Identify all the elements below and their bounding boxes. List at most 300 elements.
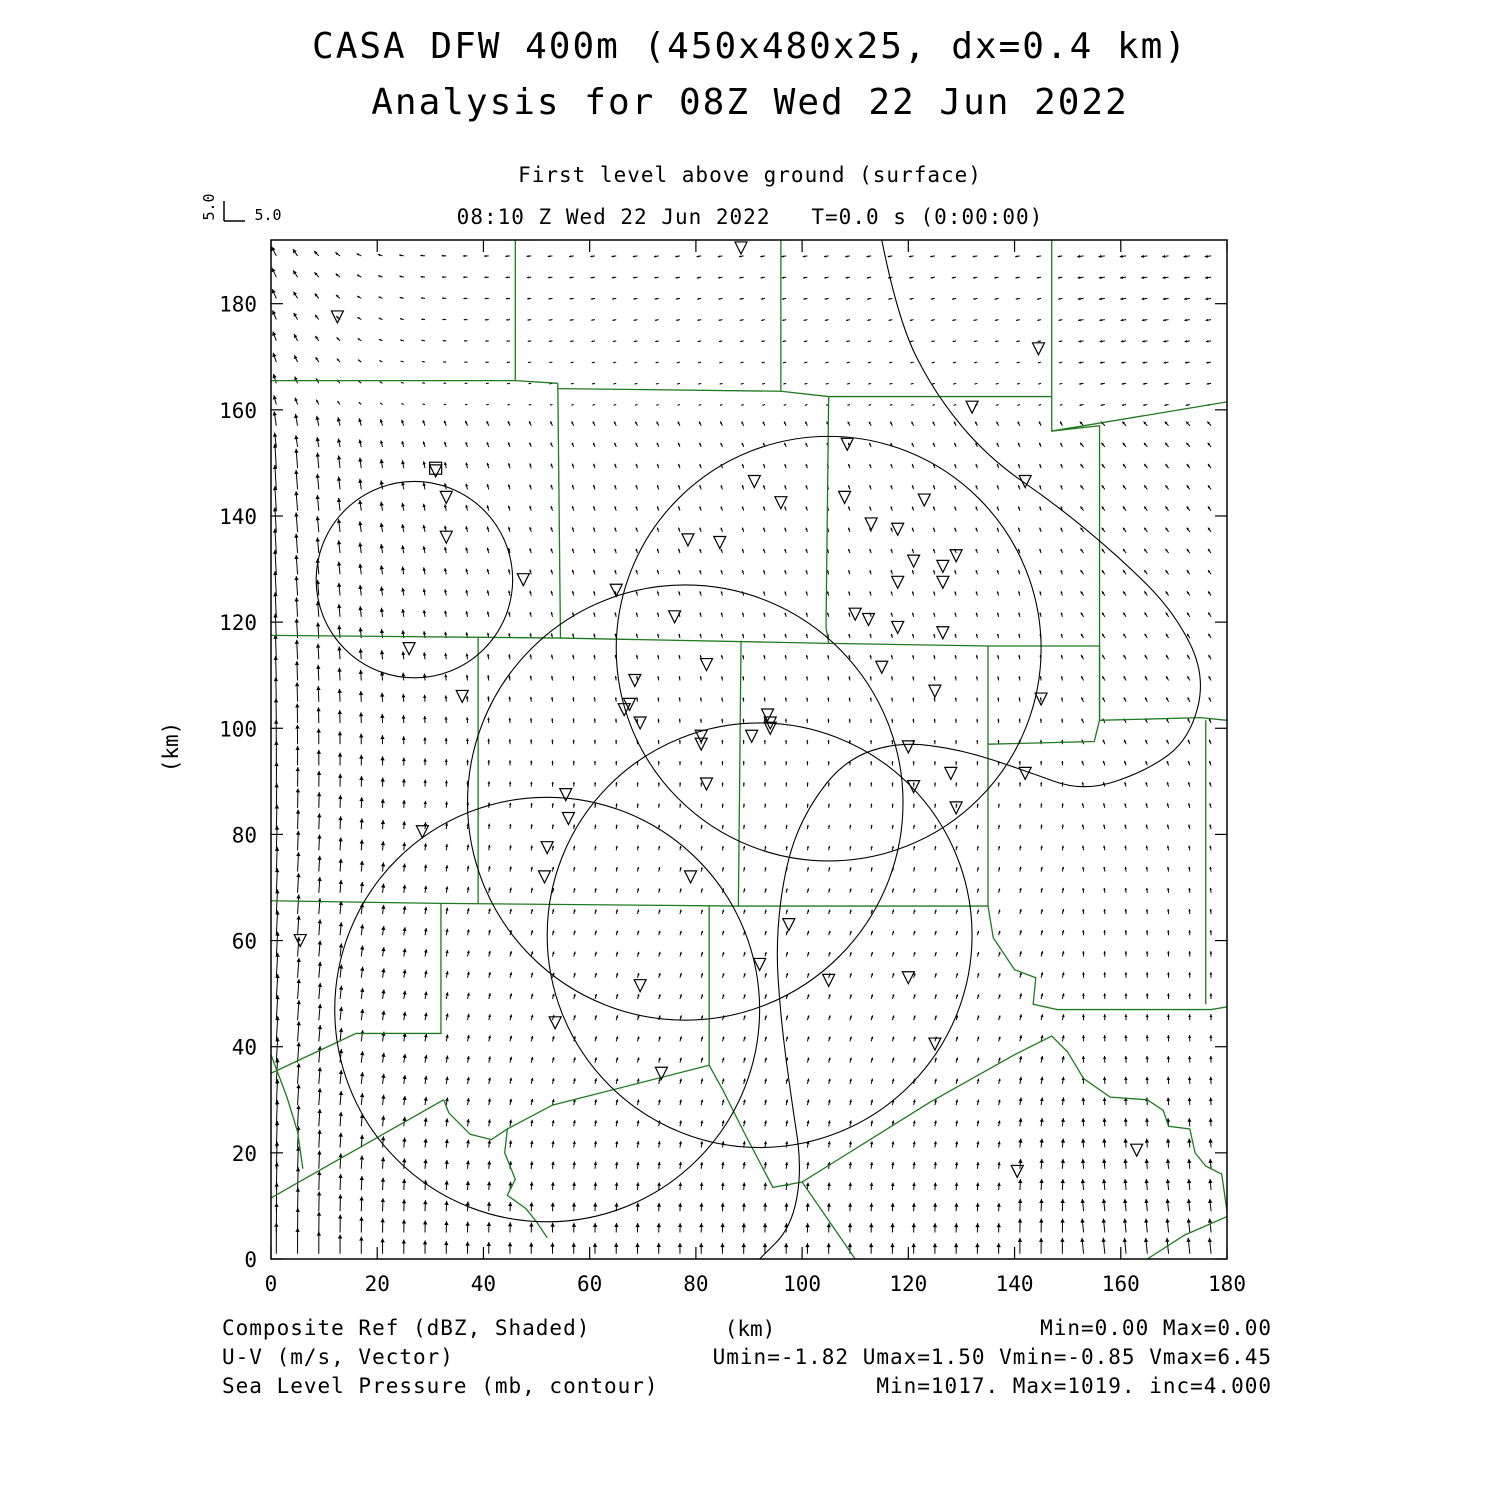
wind-vector-head bbox=[573, 761, 575, 763]
wind-vector-head bbox=[849, 804, 851, 806]
wind-vector-head bbox=[273, 395, 277, 399]
wind-vector-head bbox=[402, 1220, 406, 1224]
wind-vector-head bbox=[827, 1183, 831, 1187]
wind-vector-head bbox=[530, 697, 532, 699]
wind-vector-head bbox=[720, 1243, 724, 1247]
x-tick-label: 100 bbox=[783, 1272, 822, 1296]
wind-vector-head bbox=[805, 1243, 809, 1247]
wind-vector-head bbox=[997, 1203, 1001, 1207]
wind-vector-head bbox=[467, 1014, 470, 1017]
wind-vector-head bbox=[401, 524, 405, 528]
wind-vector-head bbox=[339, 1112, 343, 1116]
wind-vector-head bbox=[1125, 993, 1128, 996]
wind-vector-head bbox=[1040, 803, 1042, 805]
wind-vector-head bbox=[658, 761, 660, 763]
wind-vector-head bbox=[742, 1243, 746, 1247]
wind-vector-head bbox=[1018, 1199, 1022, 1203]
wind-vector-head bbox=[594, 718, 596, 720]
wind-vector-head bbox=[295, 725, 299, 729]
wind-vector-head bbox=[316, 437, 320, 441]
wind-vector-head bbox=[423, 1139, 427, 1143]
wind-vector-head bbox=[912, 719, 914, 721]
wind-vector-head bbox=[1210, 909, 1212, 911]
wind-vector-head bbox=[1187, 1118, 1191, 1122]
wind-vector-head bbox=[572, 718, 574, 720]
wind-vector-head bbox=[316, 665, 320, 669]
wind-vector-head bbox=[1125, 930, 1128, 932]
wind-vector-head bbox=[785, 740, 787, 742]
wind-vector-head bbox=[463, 276, 465, 278]
wind-vector-head bbox=[551, 718, 553, 720]
wind-vector-head bbox=[381, 1116, 385, 1120]
station-marker bbox=[783, 919, 795, 931]
wind-vector-head bbox=[484, 255, 486, 257]
wind-vector-head bbox=[424, 949, 428, 953]
valid-time-line: 08:10 Z Wed 22 Jun 2022 T=0.0 s (0:00:00) bbox=[456, 205, 1044, 229]
wind-vector-head bbox=[1187, 1159, 1191, 1163]
y-tick-label: 120 bbox=[219, 611, 257, 636]
wind-vector-head bbox=[573, 740, 575, 742]
wind-vector-head bbox=[488, 1056, 491, 1059]
wind-vector-head bbox=[934, 782, 936, 784]
wind-vector-head bbox=[402, 1138, 406, 1142]
station-marker bbox=[430, 465, 442, 477]
wind-vector-head bbox=[359, 691, 363, 695]
wind-vector-head bbox=[572, 1182, 576, 1186]
wind-vector-head bbox=[1081, 1199, 1085, 1203]
county-line bbox=[738, 641, 741, 906]
wind-vector-head bbox=[443, 340, 445, 342]
wind-vector-head bbox=[318, 941, 322, 945]
y-tick-label: 40 bbox=[231, 1035, 257, 1060]
wind-vector-head bbox=[1082, 951, 1085, 953]
wind-vector-head bbox=[508, 1202, 512, 1206]
wind-vector-head bbox=[593, 1203, 597, 1207]
wind-vector-head bbox=[998, 740, 1000, 742]
wind-vector-head bbox=[444, 695, 447, 698]
wind-vector-head bbox=[1187, 1199, 1191, 1203]
wind-vector-head bbox=[637, 803, 639, 805]
wind-vector-head bbox=[679, 761, 681, 763]
wind-vector-head bbox=[551, 739, 553, 741]
wind-vector-head bbox=[424, 801, 427, 804]
wind-vector-head bbox=[318, 1088, 322, 1092]
wind-vector-head bbox=[1123, 1238, 1127, 1242]
wind-vector-head bbox=[1103, 951, 1106, 953]
wind-vector-head bbox=[487, 739, 490, 741]
wind-vector-head bbox=[763, 1243, 767, 1247]
wind-vector-head bbox=[1123, 1139, 1127, 1143]
wind-vector-head bbox=[1210, 993, 1213, 996]
wind-vector-head bbox=[444, 674, 447, 677]
wind-vector-head bbox=[506, 298, 508, 300]
wind-vector-head bbox=[295, 682, 299, 686]
wind-vector-head bbox=[360, 840, 364, 844]
wind-vector-head bbox=[1144, 1179, 1148, 1183]
wind-vector-head bbox=[360, 1135, 364, 1139]
wind-vector-head bbox=[869, 1223, 873, 1227]
wind-vector-head bbox=[615, 1162, 618, 1165]
wind-vector-head bbox=[316, 516, 320, 520]
wind-vector-head bbox=[423, 674, 426, 677]
wind-vector-head bbox=[442, 297, 444, 299]
wind-vector-head bbox=[444, 1180, 448, 1184]
wind-vector-head bbox=[1123, 1179, 1127, 1183]
wind-vector-head bbox=[1082, 930, 1085, 932]
wind-vector-head bbox=[296, 852, 300, 856]
wind-vector-head bbox=[1146, 1035, 1149, 1038]
wind-vector-head bbox=[317, 813, 321, 817]
wind-vector-head bbox=[381, 1136, 385, 1140]
wind-vector-head bbox=[294, 534, 298, 538]
wind-vector-head bbox=[1039, 1179, 1043, 1183]
wind-vector-head bbox=[572, 1162, 576, 1165]
wind-vector-head bbox=[424, 1034, 428, 1038]
wind-vector-head bbox=[1102, 1118, 1106, 1122]
wind-vector-head bbox=[998, 782, 1000, 784]
station-marker bbox=[634, 980, 646, 992]
x-tick-label: 80 bbox=[683, 1272, 709, 1296]
wind-vector-head bbox=[552, 803, 554, 805]
wind-vector-head bbox=[296, 1042, 300, 1046]
wind-vector-head bbox=[485, 319, 487, 321]
wind-vector-head bbox=[1145, 1159, 1149, 1163]
wind-vector-head bbox=[722, 804, 724, 806]
wind-vector-head bbox=[1144, 1199, 1148, 1203]
wind-vector-head bbox=[445, 1160, 449, 1164]
wind-vector-head bbox=[806, 1203, 810, 1207]
wind-vector-head bbox=[658, 782, 660, 784]
wind-vector-head bbox=[1124, 1118, 1128, 1122]
wind-vector-head bbox=[337, 455, 341, 459]
wind-vector-head bbox=[1209, 1014, 1212, 1017]
wind-vector-head bbox=[1166, 1159, 1170, 1163]
wind-vector-head bbox=[784, 1243, 788, 1247]
wind-vector-head bbox=[380, 1238, 384, 1242]
y-tick-label: 0 bbox=[244, 1248, 257, 1272]
wind-vector-head bbox=[530, 718, 532, 720]
wind-vector-head bbox=[1208, 1179, 1212, 1183]
wind-vector-head bbox=[955, 719, 957, 721]
wind-vector-head bbox=[1187, 1219, 1191, 1223]
station-marker bbox=[918, 494, 930, 506]
county-line bbox=[988, 646, 1100, 744]
wind-vector-head bbox=[359, 797, 363, 801]
wind-vector-head bbox=[423, 1159, 427, 1163]
wind-vector-head bbox=[467, 950, 470, 953]
wind-vector-head bbox=[743, 761, 745, 763]
wind-vector-head bbox=[402, 1199, 406, 1203]
wind-vector-head bbox=[296, 1084, 300, 1088]
wind-vector-head bbox=[1102, 1159, 1106, 1163]
wind-vector-head bbox=[933, 1243, 937, 1247]
wind-vector-head bbox=[318, 1067, 322, 1071]
wind-vector-head bbox=[296, 873, 300, 877]
wind-vector-head bbox=[402, 779, 406, 783]
wind-vector-head bbox=[466, 1160, 470, 1164]
wind-vector-head bbox=[380, 459, 384, 463]
wind-vector-head bbox=[573, 782, 575, 784]
wind-vector-head bbox=[1124, 1077, 1128, 1080]
wind-vector-head bbox=[317, 792, 321, 796]
wind-vector-head bbox=[933, 1203, 937, 1207]
wind-vector-head bbox=[318, 1004, 322, 1008]
wind-vector-head bbox=[657, 1223, 661, 1227]
wind-vector-head bbox=[296, 831, 300, 835]
wind-vector-head bbox=[784, 1203, 788, 1207]
wind-vector-head bbox=[615, 719, 617, 721]
wind-vector-head bbox=[294, 449, 298, 453]
wind-vector-head bbox=[1082, 972, 1085, 975]
wind-vector-head bbox=[1061, 1139, 1065, 1143]
wind-vector-head bbox=[870, 782, 872, 784]
station-marker bbox=[929, 685, 941, 697]
wind-vector-head bbox=[506, 319, 508, 321]
wind-vector-head bbox=[360, 1176, 364, 1180]
wind-vector-head bbox=[785, 804, 787, 806]
wind-vector-head bbox=[402, 694, 406, 698]
x-tick-label: 140 bbox=[995, 1272, 1034, 1296]
wind-vector-head bbox=[848, 1183, 852, 1187]
station-marker bbox=[629, 675, 641, 687]
wind-vector-head bbox=[849, 782, 851, 784]
wind-vector-head bbox=[487, 1202, 491, 1206]
wind-vector-head bbox=[297, 1021, 301, 1025]
station-marker bbox=[902, 741, 914, 753]
county-line bbox=[558, 383, 561, 638]
wind-vector-head bbox=[295, 640, 299, 644]
wind-vector-head bbox=[997, 1223, 1001, 1227]
wind-vector-head bbox=[339, 1070, 343, 1074]
wind-vector-head bbox=[785, 782, 787, 784]
station-marker bbox=[892, 523, 904, 535]
wind-vector-head bbox=[827, 719, 829, 721]
wind-vector-head bbox=[679, 719, 681, 721]
wind-vector-head bbox=[828, 740, 830, 742]
wind-vector-head bbox=[527, 255, 529, 257]
station-marker bbox=[562, 812, 574, 824]
wind-vector-head bbox=[1166, 1139, 1170, 1143]
wind-vector-head bbox=[658, 804, 660, 806]
station-marker bbox=[945, 767, 957, 779]
station-marker bbox=[541, 842, 553, 854]
wind-vector-head bbox=[464, 340, 466, 342]
wind-vector-head bbox=[869, 1243, 873, 1247]
wind-vector-head bbox=[572, 1203, 576, 1207]
wind-vector-head bbox=[976, 761, 978, 763]
wind-vector-head bbox=[316, 453, 320, 457]
wind-vector-head bbox=[1124, 1056, 1127, 1059]
wind-vector-head bbox=[1081, 1159, 1085, 1163]
wind-vector-head bbox=[359, 712, 363, 716]
pressure-contours bbox=[316, 240, 1200, 1259]
wind-vector-head bbox=[742, 1183, 746, 1187]
wind-vector-head bbox=[338, 753, 342, 757]
wind-vector-head bbox=[954, 1243, 958, 1247]
wind-vector-head bbox=[955, 761, 957, 763]
wind-vector-head bbox=[402, 736, 406, 740]
wind-vector-head bbox=[849, 719, 851, 721]
wind-vector-head bbox=[849, 740, 851, 742]
wind-vector-head bbox=[1165, 1219, 1169, 1223]
wind-vector-head bbox=[764, 804, 766, 806]
wind-vector-head bbox=[1208, 1238, 1212, 1242]
wind-vector-head bbox=[317, 877, 321, 881]
wind-vector-head bbox=[806, 719, 808, 721]
wind-vector-head bbox=[1061, 1159, 1065, 1163]
wind-vector-head bbox=[975, 1223, 979, 1227]
wind-vector-head bbox=[700, 1182, 704, 1186]
wind-vector-head bbox=[296, 1105, 300, 1109]
wind-vector-head bbox=[403, 1012, 407, 1016]
wind-vector-head bbox=[573, 803, 575, 805]
wind-vector-head bbox=[1061, 719, 1063, 721]
wind-vector-head bbox=[296, 916, 300, 920]
x-axis-label: (km) bbox=[724, 1317, 776, 1341]
wind-vector-head bbox=[275, 1100, 279, 1104]
station-marker bbox=[440, 491, 452, 503]
level-subtitle: First level above ground (surface) bbox=[518, 163, 982, 187]
wind-vector-head bbox=[487, 1222, 491, 1226]
wind-vector-head bbox=[913, 782, 915, 784]
wind-vector-head bbox=[380, 523, 384, 527]
wind-vector-head bbox=[1082, 993, 1085, 996]
wind-vector-head bbox=[444, 1241, 448, 1245]
wind-vector-head bbox=[487, 1161, 491, 1165]
county-line bbox=[271, 381, 558, 384]
wind-vector-head bbox=[530, 761, 532, 763]
station-marker bbox=[1131, 1144, 1143, 1156]
wind-vector-head bbox=[296, 788, 300, 792]
wind-vector-head bbox=[1209, 1077, 1213, 1080]
wind-vector-head bbox=[338, 1215, 342, 1219]
station-marker bbox=[1011, 1165, 1023, 1177]
wind-vector-head bbox=[785, 719, 787, 721]
wind-vector-head bbox=[317, 1191, 321, 1195]
wind-vector-head bbox=[1166, 1097, 1170, 1101]
pressure-contour bbox=[316, 481, 513, 677]
wind-vector-head bbox=[1018, 1238, 1022, 1242]
wind-vector-head bbox=[423, 737, 426, 740]
x-tick-label: 60 bbox=[577, 1272, 603, 1296]
wind-vector-head bbox=[615, 782, 617, 784]
station-marker bbox=[841, 438, 853, 450]
wind-vector-head bbox=[423, 1240, 427, 1244]
wind-vector-head bbox=[1019, 782, 1021, 784]
wind-vector-head bbox=[1039, 1238, 1043, 1242]
wind-vector-head bbox=[316, 495, 320, 499]
wind-vector-head bbox=[467, 1035, 470, 1038]
wind-vector-head bbox=[1103, 1077, 1107, 1080]
plot-frame bbox=[271, 240, 1227, 1259]
wind-vector-head bbox=[529, 1223, 533, 1227]
wind-vector-head bbox=[1144, 1238, 1148, 1242]
wind-vector-head bbox=[699, 1243, 703, 1247]
wind-vector-head bbox=[401, 503, 405, 507]
wind-vector-head bbox=[381, 1178, 385, 1182]
wind-vector-head bbox=[337, 625, 341, 629]
wind-vector-head bbox=[678, 1203, 682, 1207]
wind-vector-head bbox=[401, 651, 405, 655]
wind-vector-head bbox=[359, 1237, 363, 1241]
wind-vector-head bbox=[1081, 1097, 1085, 1101]
wind-vector-head bbox=[551, 761, 553, 763]
station-marker bbox=[746, 730, 758, 742]
station-marker bbox=[937, 576, 949, 588]
wind-vector-head bbox=[294, 576, 298, 580]
wind-vector-head bbox=[467, 993, 470, 996]
wind-vector-head bbox=[1125, 909, 1127, 911]
wind-vector-head bbox=[402, 758, 406, 762]
wind-vector-head bbox=[337, 540, 341, 544]
wind-vector-head bbox=[1102, 1139, 1106, 1143]
wind-vector-head bbox=[463, 297, 465, 299]
wind-vector-head bbox=[934, 804, 936, 806]
x-tick-label: 20 bbox=[364, 1272, 390, 1296]
wind-vector-head bbox=[1146, 951, 1149, 953]
wind-vector-head bbox=[297, 1000, 301, 1004]
wind-vector-head bbox=[1187, 1139, 1191, 1143]
wind-vector-head bbox=[934, 761, 936, 763]
wind-vector-head bbox=[296, 1063, 300, 1067]
map-title-line-1: CASA DFW 400m (450x480x25, dx=0.4 km) bbox=[312, 26, 1188, 67]
wind-vector-head bbox=[912, 1203, 916, 1207]
wind-vector-head bbox=[339, 1007, 343, 1011]
wind-vector-head bbox=[487, 718, 490, 721]
wind-vector-head bbox=[296, 894, 300, 898]
wind-vector-head bbox=[997, 719, 999, 721]
wind-vector-head bbox=[828, 804, 830, 806]
wind-vector-head bbox=[1125, 972, 1128, 975]
wind-vector-head bbox=[1146, 909, 1148, 911]
wind-vector-head bbox=[359, 1196, 363, 1200]
wind-vector-head bbox=[635, 1223, 639, 1227]
wind-vector-head bbox=[403, 948, 407, 952]
wind-vector-head bbox=[338, 774, 342, 778]
wind-vector-head bbox=[529, 1202, 533, 1206]
map-title-line-2: Analysis for 08Z Wed 22 Jun 2022 bbox=[371, 82, 1129, 123]
wind-vector-head bbox=[1019, 1035, 1022, 1038]
wind-vector-head bbox=[594, 740, 596, 742]
wind-vector-head bbox=[339, 922, 343, 926]
wind-vector-head bbox=[1145, 1077, 1149, 1080]
wind-vector-head bbox=[318, 983, 322, 987]
y-tick-label: 100 bbox=[219, 717, 257, 742]
wind-vector-head bbox=[1209, 1035, 1212, 1038]
wind-vector-head bbox=[1103, 972, 1106, 975]
wind-vector-head bbox=[657, 1243, 661, 1247]
wind-vector-head bbox=[466, 760, 469, 763]
wind-vector-head bbox=[891, 782, 893, 784]
wind-vector-head bbox=[442, 276, 444, 278]
wind-vector-head bbox=[444, 547, 447, 550]
station-marker bbox=[1032, 343, 1044, 355]
wind-vector-head bbox=[359, 755, 363, 759]
vector-key-v-label: 5.0 bbox=[200, 193, 218, 221]
wind-vector-head bbox=[1080, 1219, 1084, 1223]
wind-vector-head bbox=[593, 1182, 597, 1186]
wind-vector-head bbox=[615, 803, 617, 805]
wind-vector-head bbox=[424, 992, 428, 996]
reflectivity-range: Min=0.00 Max=0.00 bbox=[1040, 1316, 1272, 1340]
wind-vector-head bbox=[381, 820, 385, 824]
wind-vector-head bbox=[1145, 1139, 1149, 1143]
county-line bbox=[271, 635, 1100, 646]
wind-vector-head bbox=[870, 804, 872, 806]
wind-vector-head bbox=[637, 782, 639, 784]
wind-vector-head bbox=[380, 629, 384, 633]
wind-vector-head bbox=[423, 758, 426, 761]
